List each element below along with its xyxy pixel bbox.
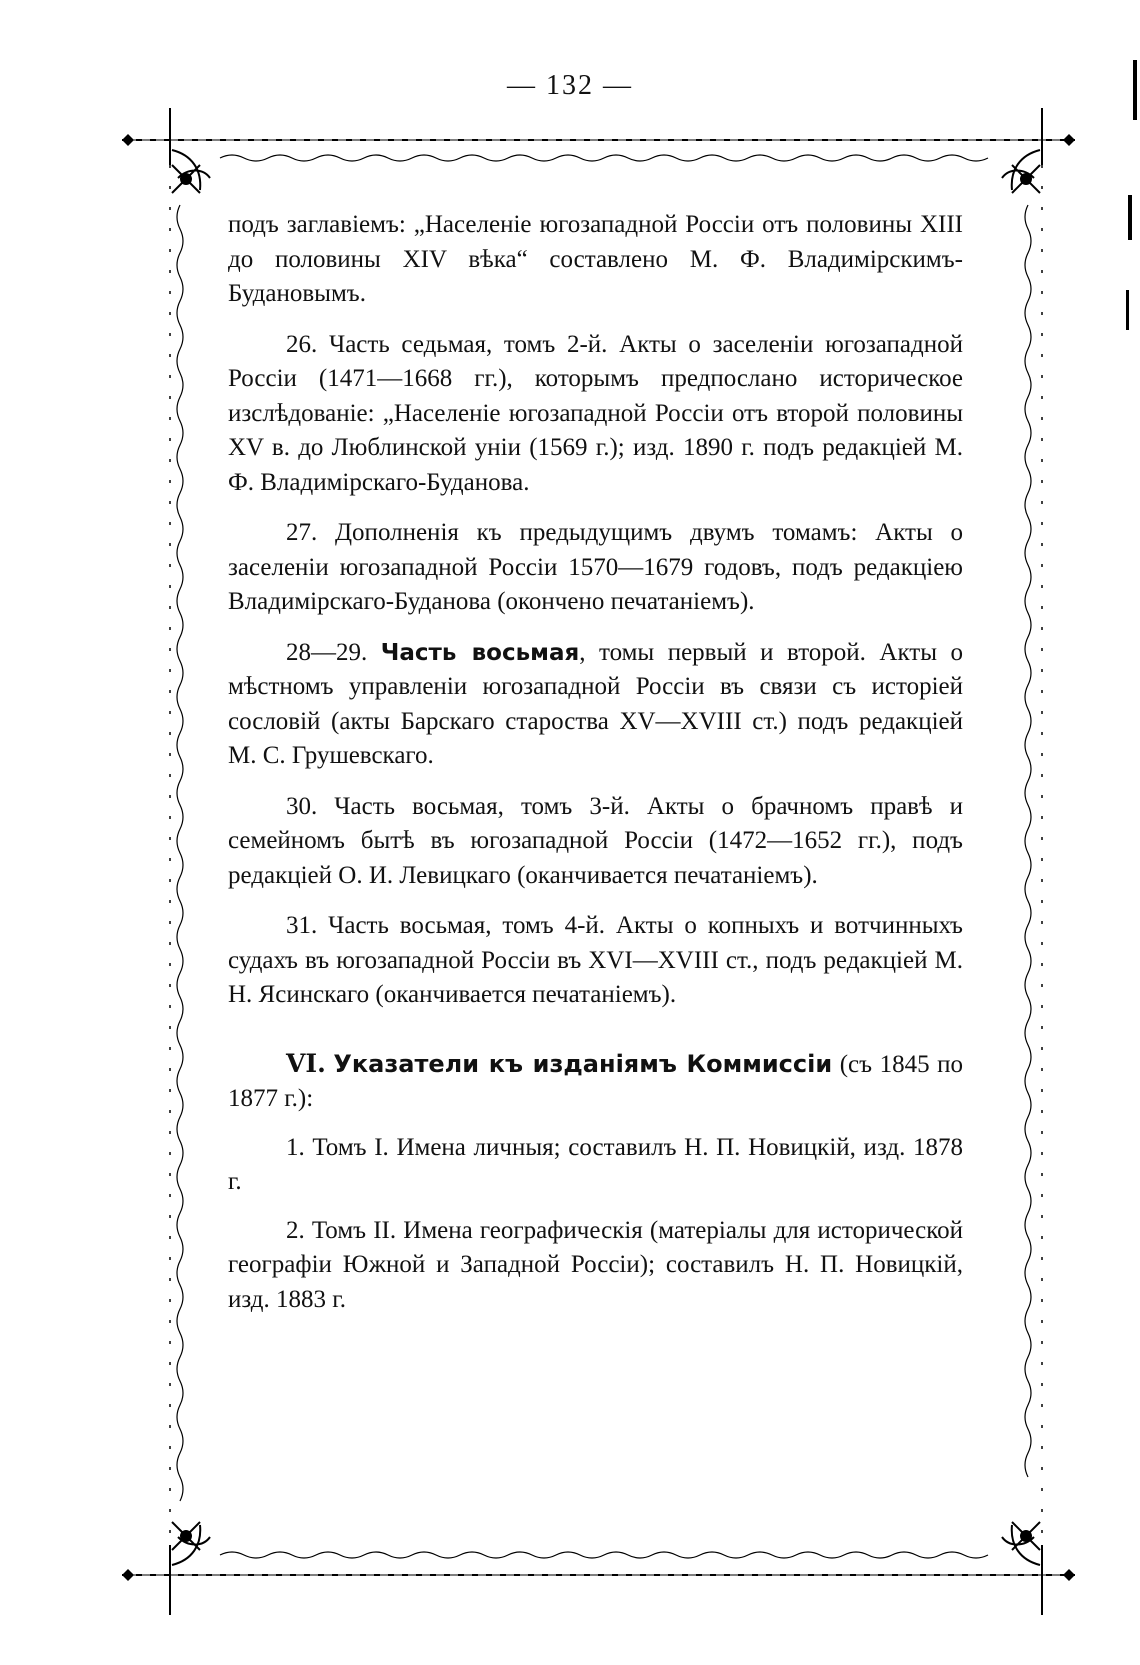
paragraph-item-30: 30. Часть восьмая, томъ 3-й. Акты о брачномъ правѣ и семейномъ бытѣ въ югозападной Россіи (1472—1652 гг.), подъ редакціей О. И. Левицкаго (оканчивается печатаніемъ). (228, 792, 963, 889)
section-date-range: (съ 1845 по 1877 г.): (228, 1050, 964, 1112)
corner-ornament-bottom-right (1002, 1522, 1040, 1565)
scan-mark (1126, 290, 1129, 330)
corner-ornament-top-right (1002, 150, 1040, 193)
bold-title: Часть восьмая (380, 639, 580, 666)
page-number: — 132 — (507, 70, 633, 101)
item-number: 28—29. (286, 638, 368, 666)
paragraph-continuation: подъ заглавіемъ: „Населеніе югозападной Россіи отъ половины XIII до половины XIV вѣка“ составлено М. Ф. Владимірскимъ-Будановымъ. (228, 211, 963, 307)
corner-ornament-bottom-left (172, 1522, 210, 1565)
paragraph-item-26: 26. Часть седьмая, томъ 2-й. Акты о заселеніи югозападной Россіи (1471—1668 гг.), которымъ предпослано историческое изслѣдованіе: „Населеніе югозападной Россіи отъ второй половины XV в. до Люблинской уніи (1569 г.); изд. 1890 г. подъ редакціей М. Ф. Владимірскаго-Буданова. (228, 330, 963, 496)
section-title: Указатели къ изданіямъ Коммиссіи (333, 1049, 833, 1078)
paragraph-item-27: 27. Дополненія къ предыдущимъ двумъ томамъ: Акты о заселеніи югозападной Россіи 1570—1679 годовъ, подъ редакціею Владимірскаго-Буданова (окончено печатаніемъ). (228, 519, 963, 615)
corner-ornament-top-left (172, 150, 210, 193)
paragraph-item-28-29 (228, 636, 963, 774)
section-item-2: 2. Томъ II. Имена географическія (матеріалы для исторической географіи Южной и Западной Россіи); составилъ Н. П. Новицкій, изд. 1883 г. (228, 1216, 963, 1313)
scan-mark (1133, 60, 1137, 120)
scan-mark (1128, 195, 1132, 240)
section-numeral: VI. (286, 1048, 326, 1078)
paragraph-item-31: 31. Часть восьмая, томъ 4-й. Акты о копныхъ и вотчинныхъ судахъ въ югозападной Россіи въ XVI—XVIII ст., подъ редакціей М. Н. Ясинскаго (оканчивается печатаніемъ). (228, 912, 963, 1008)
page-body (228, 208, 963, 1331)
item-text: , томы первый и второй. Акты о мѣстномъ управленіи югозападной Россіи въ связи съ исторіей сословій (акты Барскаго староства XV—XVIII ст.) подъ редакціей М. С. Грушевскаго. (228, 638, 963, 769)
section-heading (228, 1047, 963, 1117)
section-item-1: 1. Томъ I. Имена личныя; составилъ Н. П. Новицкій, изд. 1878 г. (228, 1133, 963, 1195)
